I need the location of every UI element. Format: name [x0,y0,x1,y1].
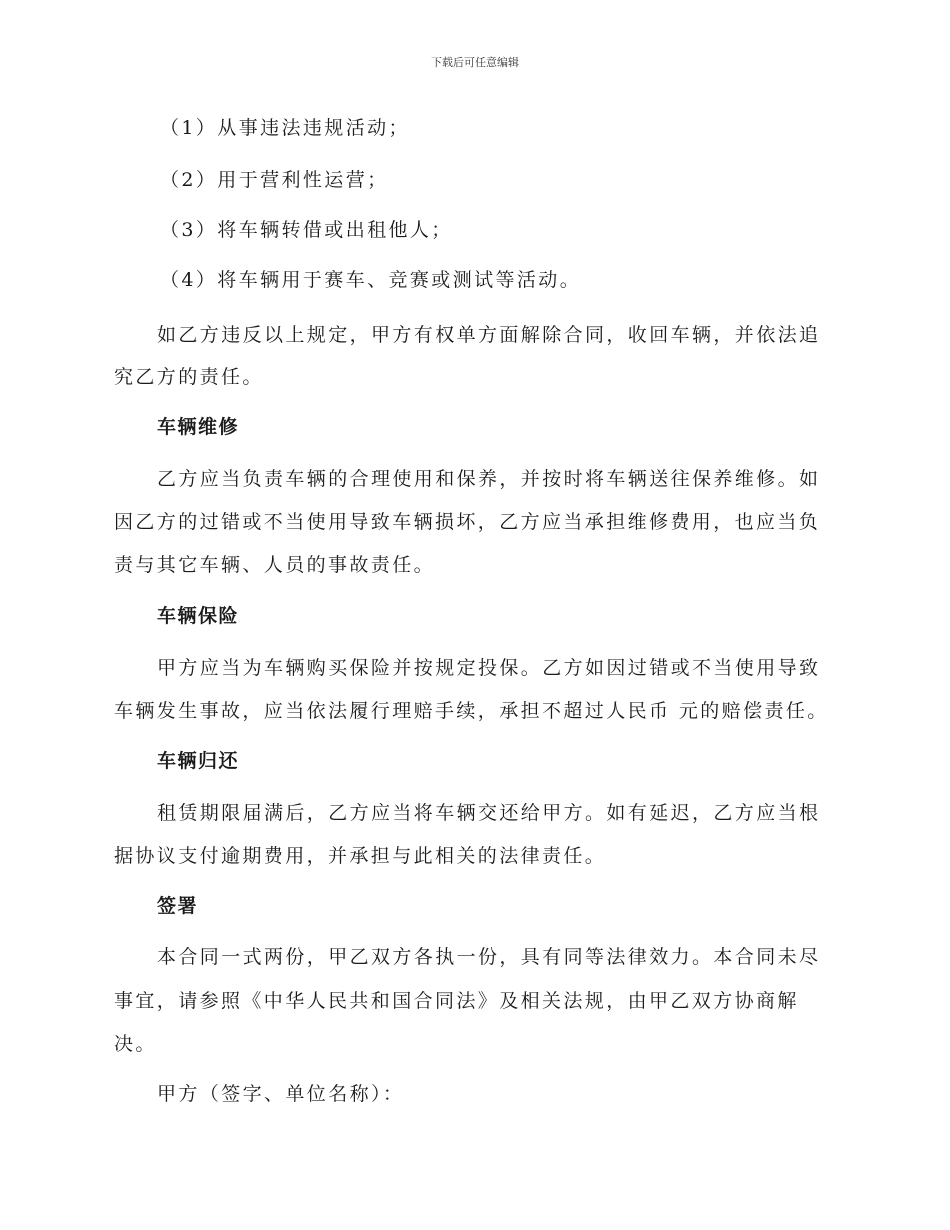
paragraph-line: 事宜，请参照《中华人民共和国合同法》及相关法规，由甲乙双方协商解 [114,990,799,1012]
paragraph-line: 租赁期限届满后，乙方应当将车辆交还给甲方。如有延迟，乙方应当根 [157,802,821,824]
paragraph-line: 据协议支付逾期费用，并承担与此相关的法律责任。 [114,845,607,867]
list-item: （3）将车辆转借或出租他人； [160,219,453,241]
page-header: 下载后可任意编辑 [431,56,519,69]
list-item: （4）将车辆用于赛车、竞赛或测试等活动。 [160,269,582,291]
section-heading-signing: 签署 [157,895,199,917]
section-heading-return: 车辆归还 [157,750,240,772]
section-heading-maintenance: 车辆维修 [157,416,240,438]
party-a-signature-label: 甲方（签字、单位名称）： [157,1083,405,1105]
paragraph-line: 甲方应当为车辆购买保险并按规定投保。乙方如因过错或不当使用导致 [157,657,821,679]
paragraph-line: 车辆发生事故，应当依法履行理赔手续，承担不超过人民币 元的赔偿责任。 [114,700,829,722]
paragraph-line: 本合同一式两份，甲乙双方各执一份，具有同等法律效力。本合同未尽 [157,946,821,968]
list-item: （1）从事违法违规活动； [160,117,410,139]
paragraph-line: 责与其它车辆、人员的事故责任。 [114,554,436,576]
paragraph-line: 如乙方违反以上规定，甲方有权单方面解除合同，收回车辆，并依法追 [157,324,821,346]
section-heading-insurance: 车辆保险 [157,605,240,627]
paragraph-line: 究乙方的责任。 [114,366,264,388]
list-item: （2）用于营利性运营； [160,169,389,191]
paragraph-line: 因乙方的过错或不当使用导致车辆损坏，乙方应当承担维修费用，也应当负 [114,511,821,533]
paragraph-line: 决。 [114,1033,157,1055]
paragraph-line: 乙方应当负责车辆的合理使用和保养，并按时将车辆送往保养维修。如 [157,468,821,490]
